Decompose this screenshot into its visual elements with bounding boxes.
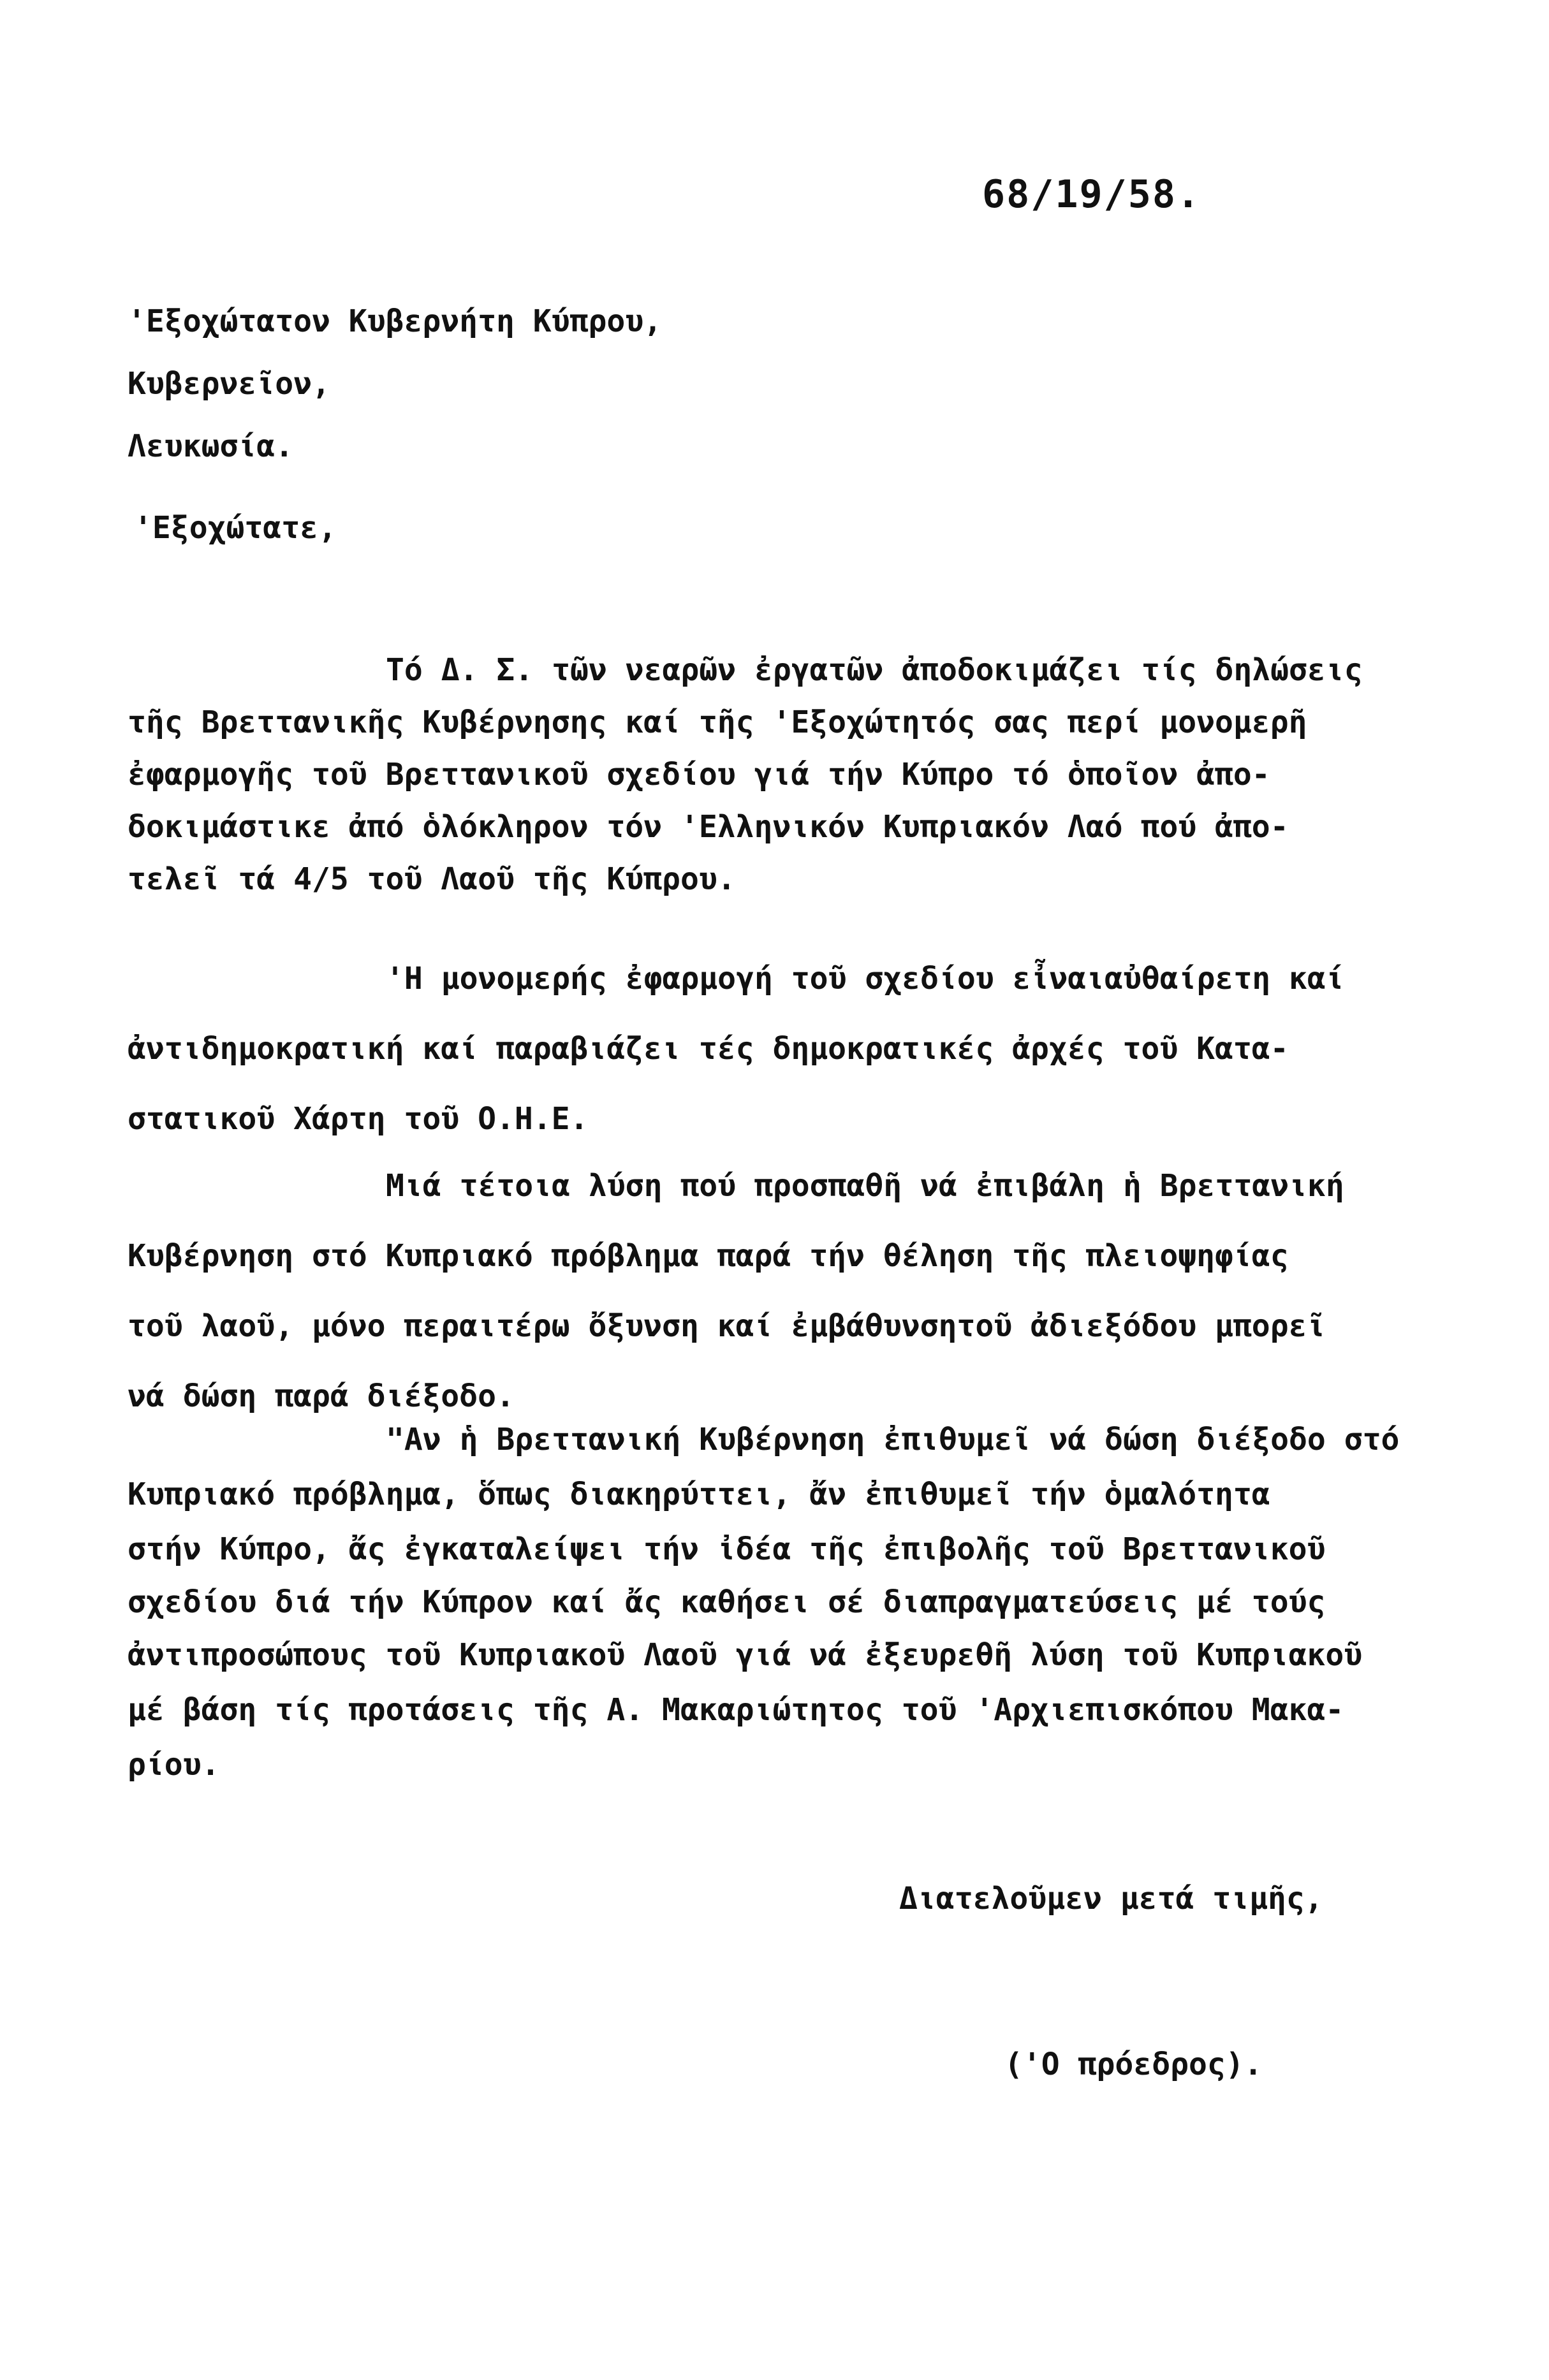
- paragraph-line: τῆς Βρεττανικῆς Κυβέρνησης καί τῆς 'Εξοχώτητός σας περί μονομερῆ: [128, 705, 1307, 740]
- paragraph-line: στατικοῦ Χάρτη τοῦ Ο.Η.Ε.: [128, 1101, 589, 1137]
- paragraph-line: σχεδίου διά τήν Κύπρον καί ἄς καθήσει σέ διαπραγματεύσεις μέ τούς: [128, 1584, 1326, 1620]
- recipient-address: [128, 290, 662, 478]
- paragraph-line: δοκιμάστικε ἀπό ὁλόκληρον τόν 'Ελληνικόν Κυπριακόν Λαό πού ἀπο-: [128, 809, 1289, 845]
- paragraph-2: [128, 944, 1344, 1154]
- paragraph-1: [128, 644, 1363, 905]
- paragraph-line: ρίου.: [128, 1747, 220, 1783]
- paragraph-4: [128, 1412, 1399, 1792]
- paragraph-line: μέ βάση τίς προτάσεις τῆς Α. Μακαριώτητος τοῦ 'Αρχιεπισκόπου Μακα-: [128, 1692, 1344, 1728]
- paragraph-line: Μιά τέτοια λύση πού προσπαθῆ νά ἐπιβάλη ἡ Βρεττανική: [386, 1168, 1344, 1204]
- paragraph-line: "Αν ἡ Βρεττανική Κυβέρνηση ἐπιθυμεῖ νά δώση διέξοδο στό: [386, 1422, 1400, 1457]
- paragraph-line: ἀντιδημοκρατική καί παραβιάζει τές δημοκρατικές ἀρχές τοῦ Κατα-: [128, 1031, 1289, 1067]
- closing-phrase: Διατελοῦμεν μετά τιμῆς,: [899, 1881, 1323, 1916]
- paragraph-line: Κυπριακό πρόβλημα, ὅπως διακηρύττει, ἄν ἐπιθυμεῖ τήν ὁμαλότητα: [128, 1477, 1270, 1512]
- address-line-building: Κυβερνεῖον,: [128, 366, 330, 402]
- signature: ('Ο πρόεδρος).: [1004, 2047, 1263, 2082]
- paragraph-3: [128, 1151, 1344, 1431]
- paragraph-line: νά δώση παρά διέξοδο.: [128, 1378, 515, 1414]
- paragraph-line: ἐφαρμογῆς τοῦ Βρεττανικοῦ σχεδίου γιά τήν Κύπρο τό ὁποῖον ἀπο-: [128, 757, 1270, 792]
- salutation: 'Εξοχώτατε,: [134, 510, 337, 546]
- paragraph-line: Κυβέρνηση στό Κυπριακό πρόβλημα παρά τήν θέληση τῆς πλειοψηφίας: [128, 1238, 1289, 1274]
- paragraph-line: τελεῖ τά 4/5 τοῦ Λαοῦ τῆς Κύπρου.: [128, 861, 736, 897]
- address-line-recipient: 'Εξοχώτατον Κυβερνήτη Κύπρου,: [128, 303, 663, 339]
- paragraph-line: ἀντιπροσώπους τοῦ Κυπριακοῦ Λαοῦ γιά νά ἐξευρεθῆ λύση τοῦ Κυπριακοῦ: [128, 1637, 1363, 1673]
- paragraph-line: Τό Δ. Σ. τῶν νεαρῶν ἐργατῶν ἀποδοκιμάζει τίς δηλώσεις: [386, 652, 1363, 688]
- paragraph-line: 'Η μονομερής ἐφαρμογή τοῦ σχεδίου εἶναιαὐθαίρετη καί: [386, 961, 1344, 997]
- paragraph-line: στήν Κύπρο, ἄς ἐγκαταλείψει τήν ἰδέα τῆς ἐπιβολῆς τοῦ Βρεττανικοῦ: [128, 1531, 1326, 1567]
- paragraph-line: τοῦ λαοῦ, μόνο περαιτέρω ὄξυνση καί ἐμβάθυνσητοῦ ἀδιεξόδου μπορεῖ: [128, 1308, 1326, 1344]
- address-line-city: Λευκωσία.: [128, 428, 294, 464]
- letter-date: 68/19/58.: [982, 172, 1201, 217]
